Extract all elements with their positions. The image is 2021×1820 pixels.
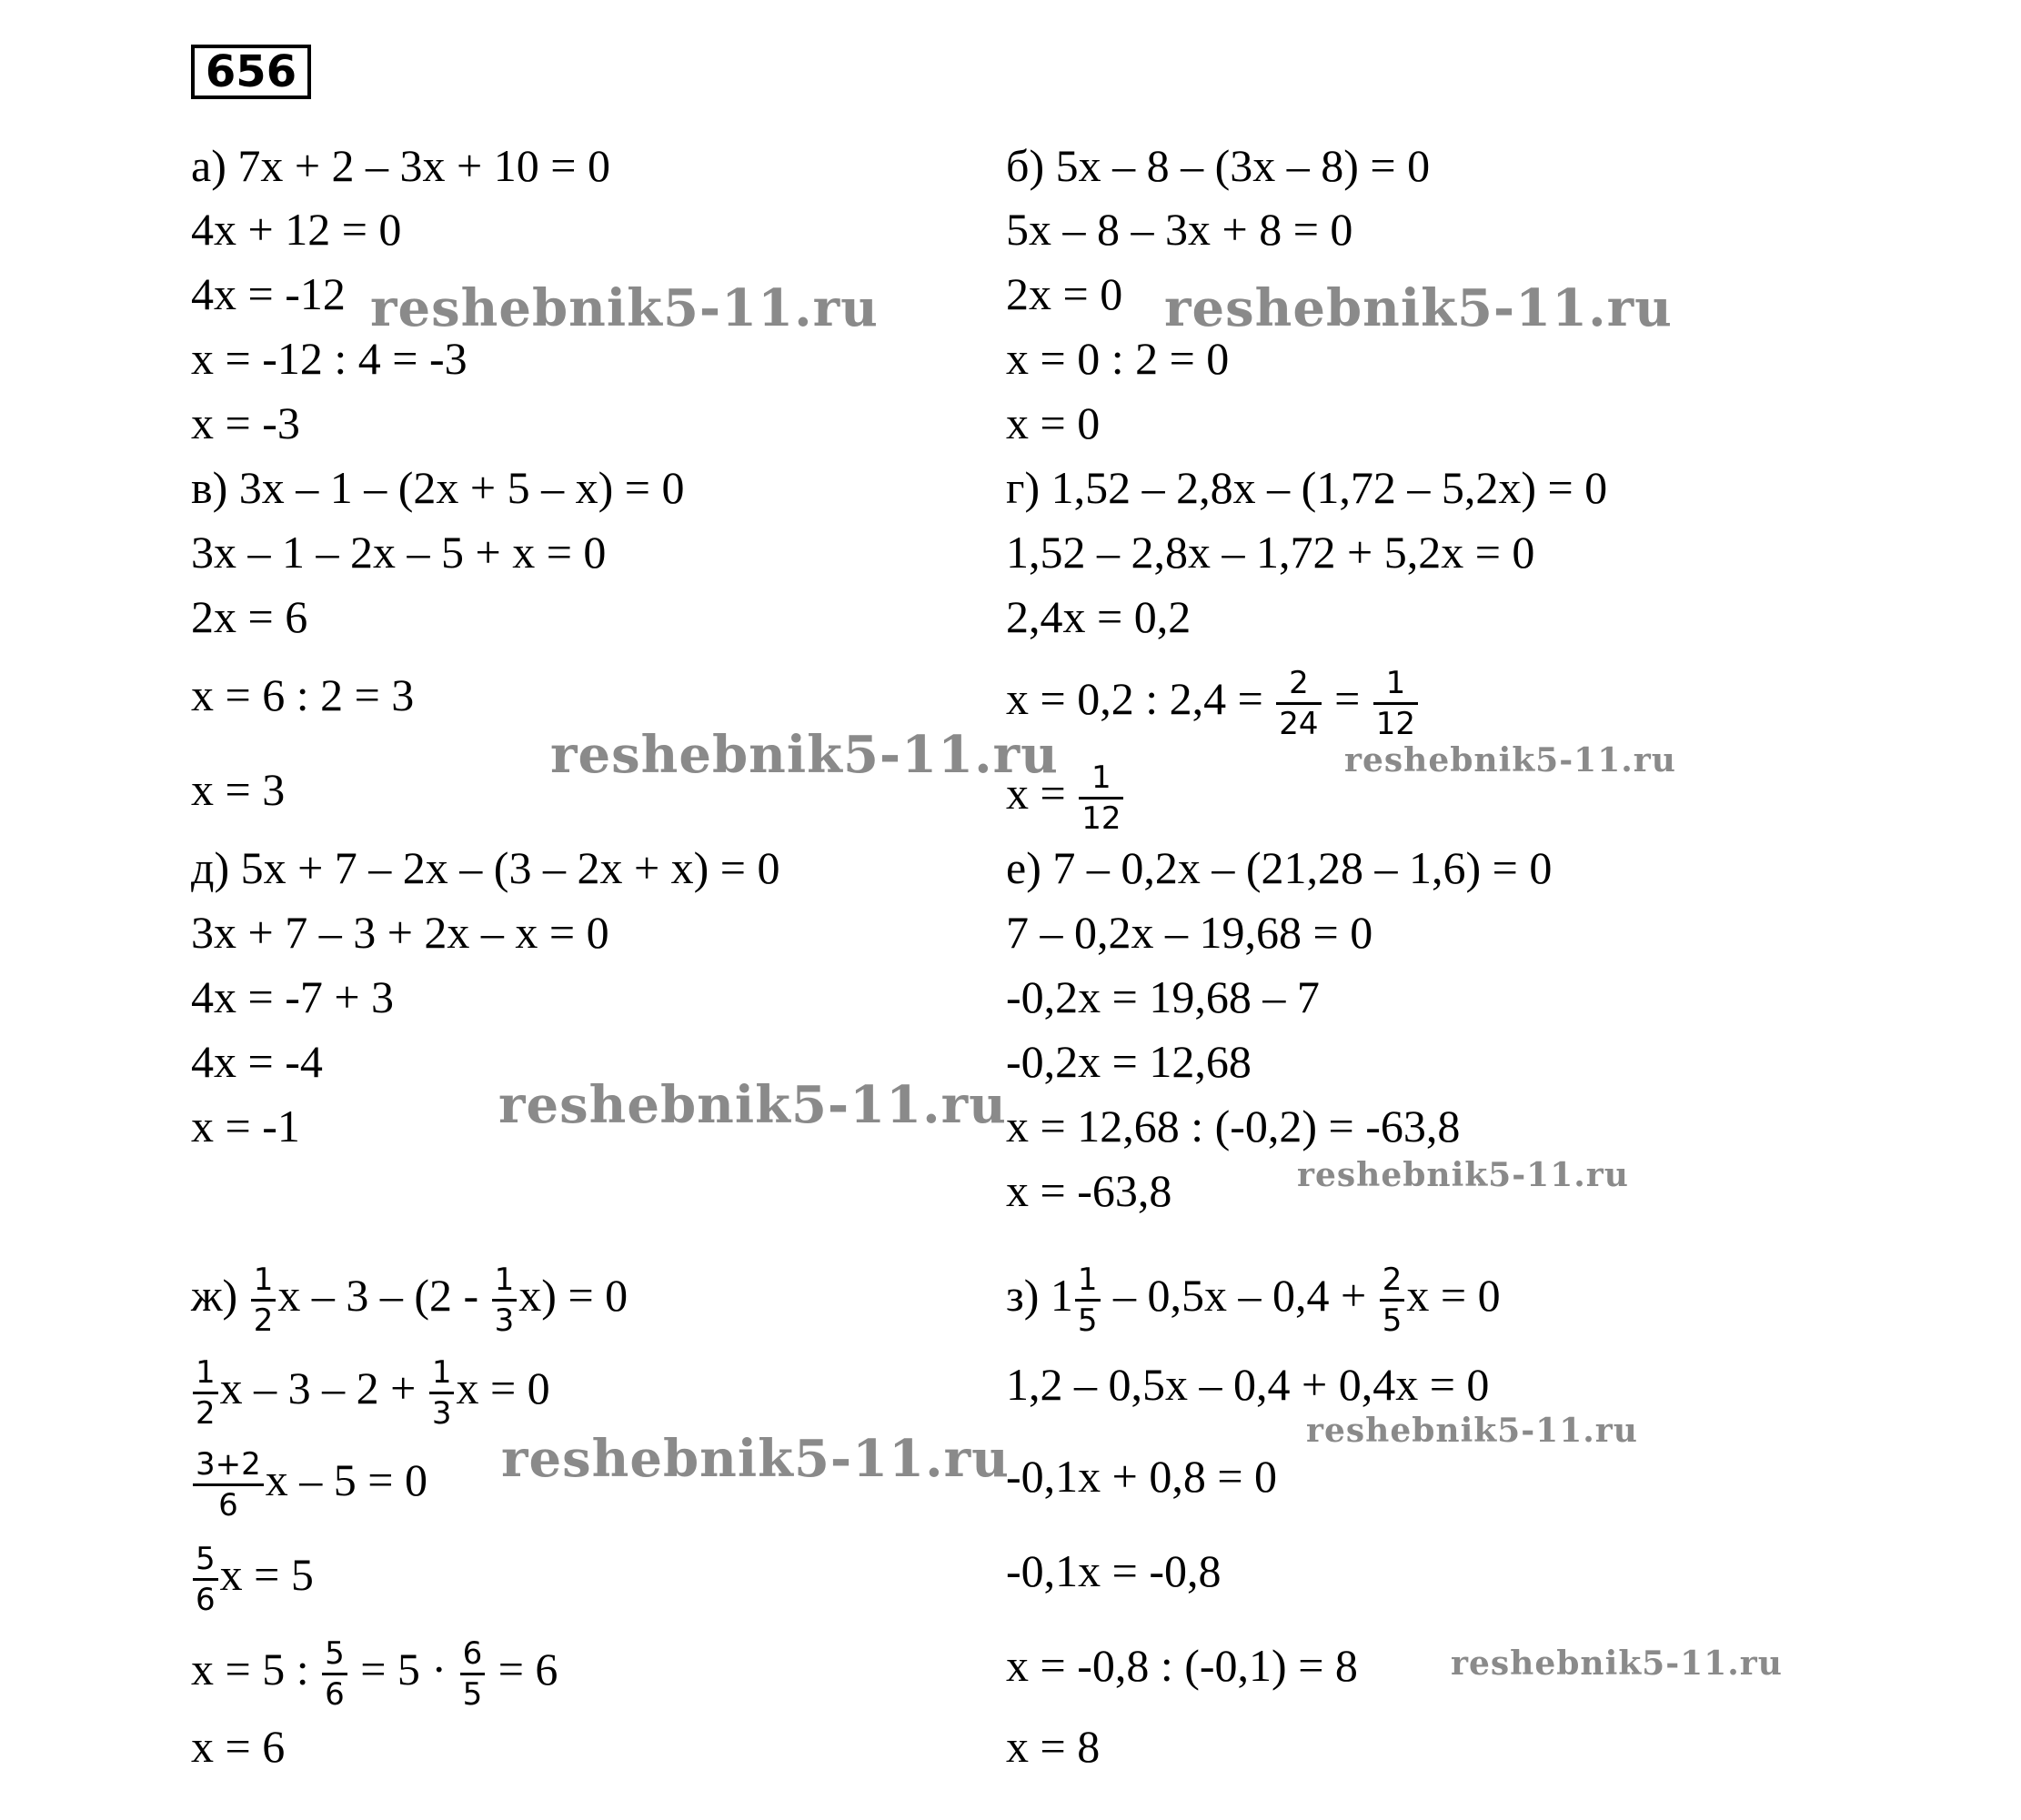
solution-g-line-4: x = 0,2 : 2,4 = $\frac{2}{24}$ = $\frac{1}{12}$ — [1006, 668, 1420, 739]
solution-g-line-2: 1,52 – 2,8x – 1,72 + 5,2x = 0 — [1006, 527, 1535, 578]
solution-z-line-5: x = -0,8 : (-0,1) = 8 — [1006, 1640, 1358, 1691]
solution-v-line-2: 3x – 1 – 2x – 5 + x = 0 — [191, 527, 607, 578]
solution-g-line-3: 2,4x = 0,2 — [1006, 591, 1191, 642]
fraction: $\frac{2}{24}$ — [1276, 668, 1321, 739]
problem-number: 656 — [191, 45, 311, 99]
solution-z-line-2: 1,2 – 0,5x – 0,4 + 0,4x = 0 — [1006, 1359, 1490, 1410]
solution-e-line-2: 7 – 0,2x – 19,68 = 0 — [1006, 907, 1373, 958]
solution-e-line-4: -0,2x = 12,68 — [1006, 1036, 1252, 1087]
solution-b-line-5: x = 0 — [1006, 397, 1101, 448]
fraction: $\frac{6}{5}$ — [460, 1638, 486, 1710]
solution-v-line-4: x = 6 : 2 = 3 — [191, 669, 415, 720]
fraction: $\frac{3+2}{6}$ — [193, 1449, 264, 1521]
solution-zh-line-4: $\frac{5}{6}$ x = 5 — [191, 1543, 314, 1615]
solution-z-line-6: x = 8 — [1006, 1721, 1101, 1772]
solution-v-line-5: x = 3 — [191, 764, 286, 815]
solution-b-line-3: 2x = 0 — [1006, 268, 1123, 319]
solution-v-line-3: 2x = 6 — [191, 591, 308, 642]
watermark: reshebnik5-11.ru — [1164, 278, 1673, 338]
solution-a-line-4: x = -12 : 4 = -3 — [191, 333, 468, 384]
solution-e-line-1: е) 7 – 0,2x – (21,28 – 1,6) = 0 — [1006, 842, 1553, 893]
fraction: $\frac{1}{12}$ — [1079, 762, 1123, 834]
solution-a-line-5: x = -3 — [191, 397, 300, 448]
solution-zh-line-5: x = 5 : $\frac{5}{6}$ = 5 · $\frac{6}{5}$ = 6 — [191, 1635, 558, 1713]
fraction: $\frac{5}{6}$ — [322, 1638, 347, 1710]
solution-a-line-1: а) 7x + 2 – 3x + 10 = 0 — [191, 140, 610, 191]
fraction: $\frac{1}{3}$ — [429, 1357, 455, 1429]
solution-v-line-1: в) 3x – 1 – (2x + 5 – x) = 0 — [191, 462, 685, 513]
fraction: $\frac{1}{12}$ — [1373, 668, 1418, 739]
solution-zh-line-6: x = 6 — [191, 1721, 286, 1772]
fraction: $\frac{1}{3}$ — [492, 1264, 518, 1336]
solution-d-line-2: 3x + 7 – 3 + 2x – x = 0 — [191, 907, 609, 958]
watermark: reshebnik5-11.ru — [1344, 741, 1676, 779]
solution-z-line-1: з) 1 $\frac{1}{5}$ – 0,5x – 0,4 + $\frac{2}{5}$ x = 0 — [1006, 1262, 1501, 1339]
solution-a-line-2: 4x + 12 = 0 — [191, 204, 402, 255]
fraction: $\frac{2}{5}$ — [1380, 1264, 1405, 1336]
solution-b-line-4: x = 0 : 2 = 0 — [1006, 333, 1230, 384]
solution-d-line-4: 4x = -4 — [191, 1036, 323, 1087]
watermark: reshebnik5-11.ru — [1306, 1412, 1638, 1450]
solution-z-line-4: -0,1x = -0,8 — [1006, 1545, 1222, 1596]
watermark: reshebnik5-11.ru — [550, 725, 1059, 785]
solution-d-line-3: 4x = -7 + 3 — [191, 971, 395, 1022]
solution-g-line-5: x = $\frac{1}{12}$ — [1006, 762, 1125, 834]
fraction: $\frac{1}{5}$ — [1075, 1264, 1101, 1336]
solution-d-line-5: x = -1 — [191, 1101, 300, 1151]
fraction: $\frac{1}{2}$ — [193, 1357, 218, 1429]
solution-d-line-1: д) 5x + 7 – 2x – (3 – 2x + x) = 0 — [191, 842, 780, 893]
solution-zh-line-1: ж) $\frac{1}{2}$ x – 3 – (2 - $\frac{1}{3}$ x) = 0 — [191, 1262, 628, 1339]
watermark: reshebnik5-11.ru — [498, 1075, 1007, 1135]
fraction: $\frac{5}{6}$ — [193, 1543, 218, 1615]
solution-zh-line-2: $\frac{1}{2}$ x – 3 – 2 + $\frac{1}{3}$ x = 0 — [191, 1357, 550, 1429]
watermark: reshebnik5-11.ru — [501, 1429, 1010, 1489]
solution-g-line-1: г) 1,52 – 2,8x – (1,72 – 5,2x) = 0 — [1006, 462, 1608, 513]
watermark: reshebnik5-11.ru — [1297, 1156, 1629, 1194]
solution-b-line-1: б) 5x – 8 – (3x – 8) = 0 — [1006, 140, 1431, 191]
fraction: $\frac{1}{2}$ — [251, 1264, 277, 1336]
watermark: reshebnik5-11.ru — [370, 278, 879, 338]
solution-z-line-3: -0,1x + 0,8 = 0 — [1006, 1451, 1278, 1502]
solution-a-line-3: 4x = -12 — [191, 268, 346, 319]
solution-zh-line-3: $\frac{3+2}{6}$ x – 5 = 0 — [191, 1449, 427, 1521]
watermark: reshebnik5-11.ru — [1451, 1644, 1783, 1683]
solution-e-line-5: x = 12,68 : (-0,2) = -63,8 — [1006, 1101, 1461, 1151]
solution-e-line-3: -0,2x = 19,68 – 7 — [1006, 971, 1320, 1022]
solution-b-line-2: 5x – 8 – 3x + 8 = 0 — [1006, 204, 1353, 255]
solution-e-line-6: x = -63,8 — [1006, 1165, 1172, 1216]
